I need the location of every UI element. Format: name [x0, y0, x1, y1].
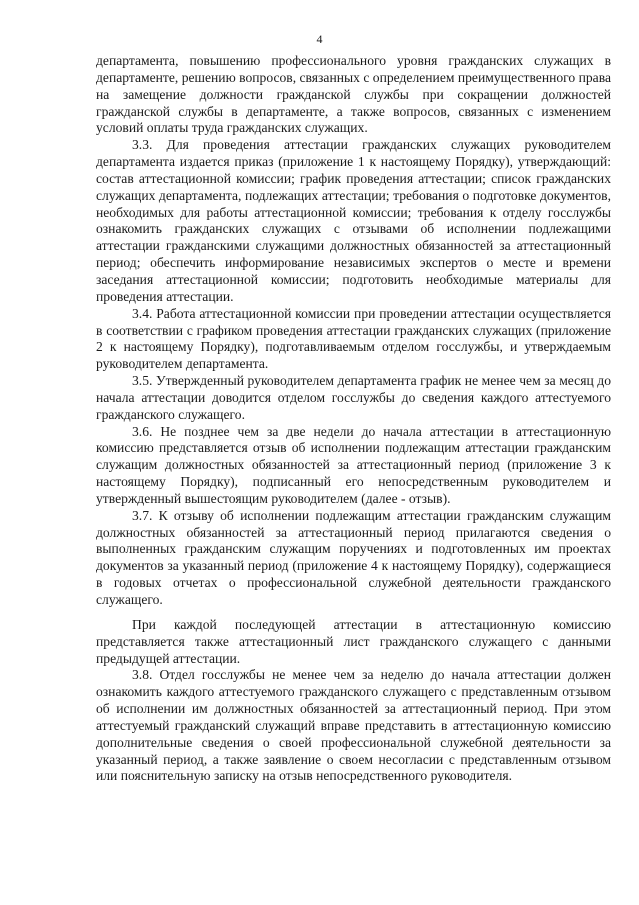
page-number: 4	[316, 32, 323, 46]
paragraph-3-7-subsequent: При каждой последующей аттестации в аттестационную комиссию представляется также аттестационный лист гражданского служащего с данными предыдущей аттестации.	[96, 616, 611, 666]
paragraph-3-8: 3.8. Отдел госслужбы не менее чем за неделю до начала аттестации должен ознакомить каждого аттестуемого гражданского служащего с представленным отзывом об исполнении им должностных обязанностей за аттестационный период. При этом аттестуемый гражданский служащий вправе представить в аттестационную комиссию дополнительные сведения о своей профессиональной служебной деятельности за указанный период, а также заявление о своем несогласии с представленным отзывом или пояснительную записку на отзыв непосредственного руководителя.	[96, 667, 611, 784]
paragraph-3-6: 3.6. Не позднее чем за две недели до начала аттестации в аттестационную комиссию представляется отзыв об исполнении подлежащим аттестации гражданским служащим должностных обязанностей за аттестационный период (приложение 3 к настоящему Порядку), подписанный его непосредственным руководителем и утвержденный вышестоящим руководителем (далее - отзыв).	[96, 423, 611, 506]
paragraph-3-3: 3.3. Для проведения аттестации гражданских служащих руководителем департамента издается приказ (приложение 1 к настоящему Порядку), утверждающий: состав аттестационной комиссии; график проведения аттестации; список гражданских служащих департамента, подлежащих аттестации; требования о подготовке документов, необходимых для работы аттестационной комиссии; требования к отделу госслужбы ознакомить гражданских служащих с отзывами об исполнении подлежащими аттестации гражданскими служащими должностных обязанностей за аттестационный период; обеспечить информирование независимых экспертов о месте и времени заседания аттестационной комиссии; подготовить необходимые материалы для проведения аттестации.	[96, 137, 611, 304]
paragraph-continuation: департамента, повышению профессионального уровня гражданских служащих в департаменте, решению вопросов, связанных с определением преимущественного права на замещение должности гражданской службы при сокращении должностей гражданской службы в департаменте, а также вопросов, связанных с изменением условий оплаты труда гражданских служащих.	[96, 53, 611, 136]
paragraph-3-4: 3.4. Работа аттестационной комиссии при проведении аттестации осуществляется в соответствии с графиком проведения аттестации гражданских служащих (приложение 2 к настоящему Порядку), подготавливаемым отделом госслужбы, и утверждаемым руководителем департамента.	[96, 305, 611, 372]
paragraph-3-7: 3.7. К отзыву об исполнении подлежащим аттестации гражданским служащим должностных обязанностей за аттестационный период прилагаются сведения о выполненных гражданским служащим поручениях и подготовленных им проектах документов за указанный период (приложение 4 к настоящему Порядку), содержащиеся в годовых отчетах о профессиональной служебной деятельности гражданского служащего.	[96, 507, 611, 607]
document-body	[96, 53, 611, 785]
paragraph-3-5: 3.5. Утвержденный руководителем департамента график не менее чем за месяц до начала аттестации доводится отделом госслужбы до сведения каждого аттестуемого гражданского служащего.	[96, 373, 611, 422]
